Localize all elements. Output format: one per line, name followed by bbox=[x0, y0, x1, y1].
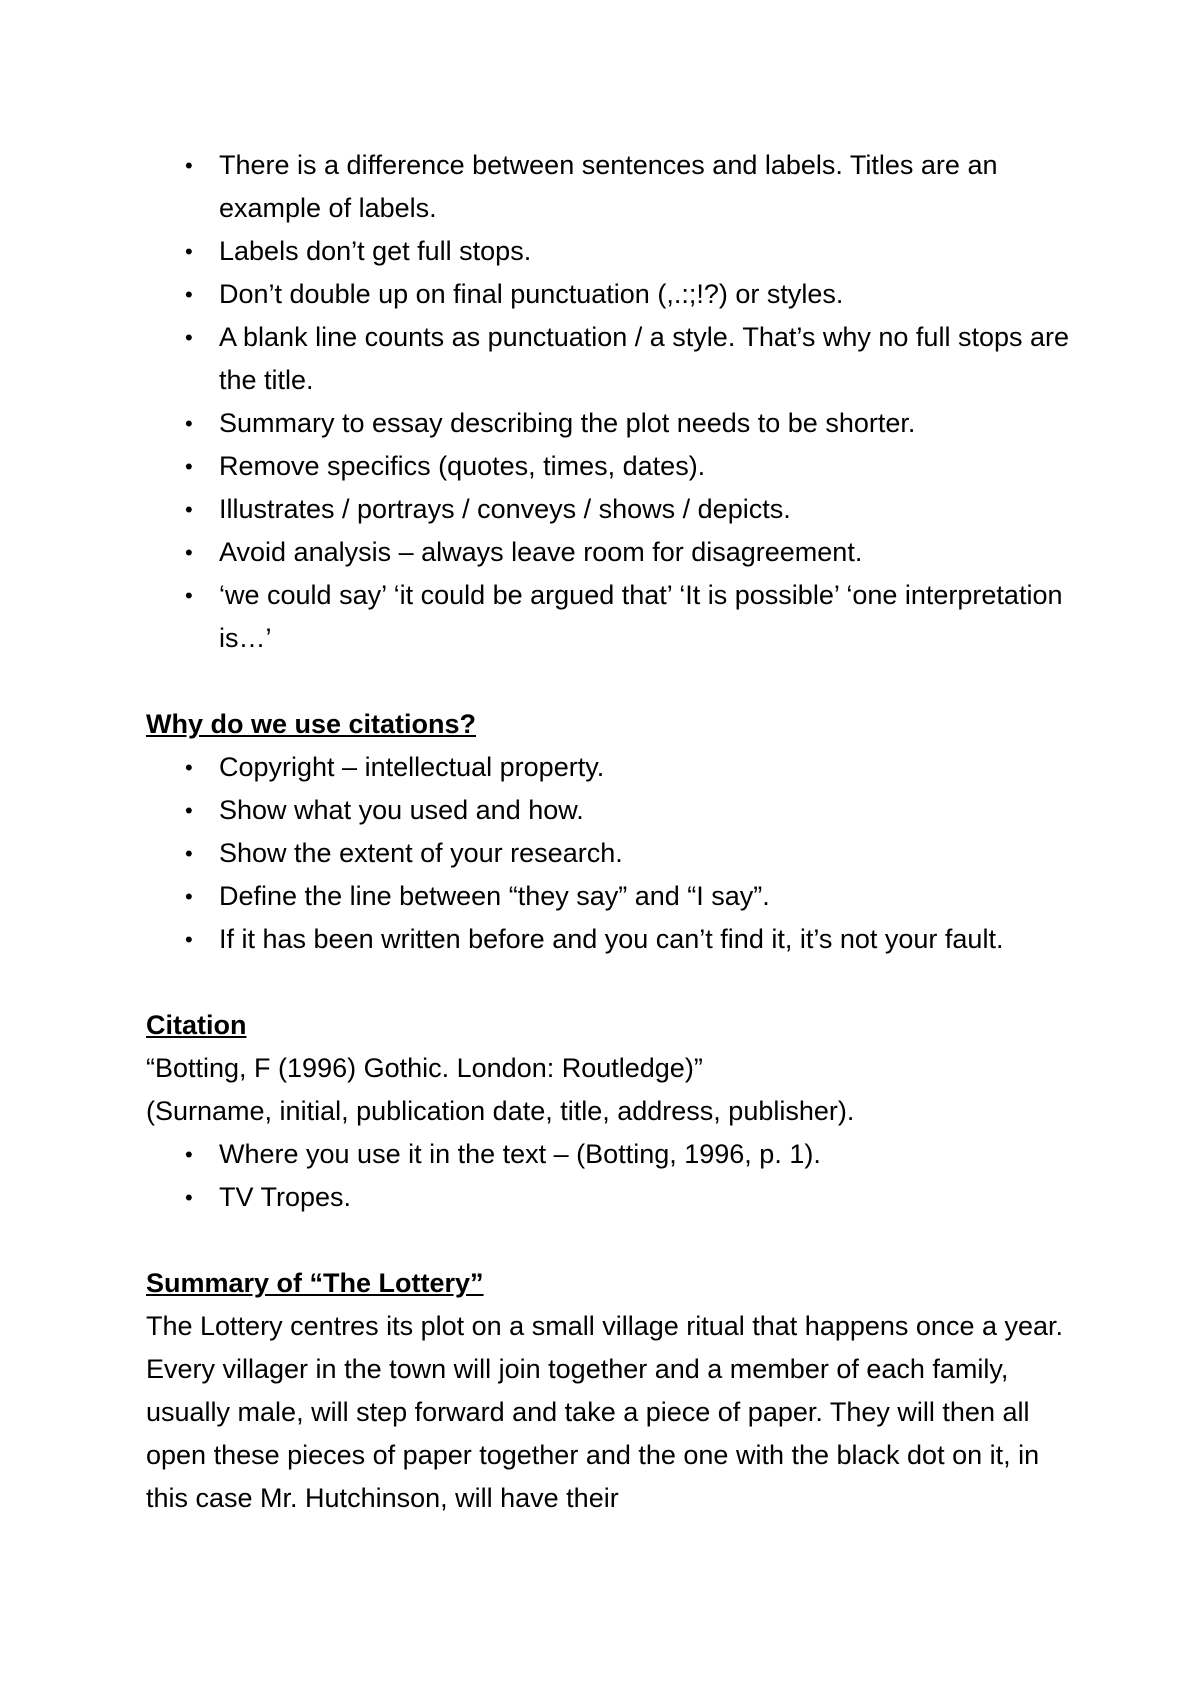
list-item: • Show the extent of your research. bbox=[146, 832, 1076, 875]
list-item: • Illustrates / portrays / conveys / shows / depicts. bbox=[146, 488, 1076, 531]
summary-heading: Summary of “The Lottery” bbox=[146, 1268, 484, 1298]
list-item: • Summary to essay describing the plot needs to be shorter. bbox=[146, 402, 1076, 445]
list-item: • Labels don’t get full stops. bbox=[146, 230, 1076, 273]
list-item: • Where you use it in the text – (Botting, 1996, p. 1). bbox=[146, 1133, 1076, 1176]
bullet-icon: • bbox=[185, 927, 193, 952]
list-item: • If it has been written before and you can’t find it, it’s not your fault. bbox=[146, 918, 1076, 961]
bullet-icon: • bbox=[185, 497, 193, 522]
list-item: • Show what you used and how. bbox=[146, 789, 1076, 832]
intro-bullet-list bbox=[146, 144, 1076, 660]
bullet-icon: • bbox=[185, 841, 193, 866]
list-item: • Remove specifics (quotes, times, dates). bbox=[146, 445, 1076, 488]
list-item: • There is a difference between sentences and labels. Titles are an example of labels. bbox=[146, 144, 1076, 230]
bullet-icon: • bbox=[185, 239, 193, 264]
list-item: • TV Tropes. bbox=[146, 1176, 1076, 1219]
citation-heading: Citation bbox=[146, 1010, 247, 1040]
spacer bbox=[146, 961, 1076, 1004]
bullet-icon: • bbox=[185, 325, 193, 350]
list-item: • Define the line between “they say” and “I say”. bbox=[146, 875, 1076, 918]
bullet-icon: • bbox=[185, 755, 193, 780]
bullet-icon: • bbox=[185, 153, 193, 178]
citation-example: “Botting, F (1996) Gothic. London: Routledge)” bbox=[146, 1053, 703, 1083]
bullet-icon: • bbox=[185, 540, 193, 565]
citation-bullet-list bbox=[146, 1133, 1076, 1219]
list-item: • ‘we could say’ ‘it could be argued that’ ‘It is possible’ ‘one interpretation is…’ bbox=[146, 574, 1076, 660]
list-item: • A blank line counts as punctuation / a style. That’s why no full stops are the title. bbox=[146, 316, 1076, 402]
spacer bbox=[146, 660, 1076, 703]
summary-body: The Lottery centres its plot on a small village ritual that happens once a year. Every villager in the town will join together and a member of each family, usually male, will step forward and take a piece of paper. They will then all open these pieces of paper together and the one with the black dot on it, in this case Mr. Hutchinson, will have their bbox=[146, 1311, 1064, 1513]
list-item: • Copyright – intellectual property. bbox=[146, 746, 1076, 789]
bullet-icon: • bbox=[185, 411, 193, 436]
document-page bbox=[146, 144, 1076, 1520]
bullet-icon: • bbox=[185, 454, 193, 479]
spacer bbox=[146, 1219, 1076, 1262]
bullet-icon: • bbox=[185, 1142, 193, 1167]
list-item: • Don’t double up on final punctuation (,.:;!?) or styles. bbox=[146, 273, 1076, 316]
citations-heading: Why do we use citations? bbox=[146, 709, 477, 739]
bullet-icon: • bbox=[185, 884, 193, 909]
bullet-icon: • bbox=[185, 798, 193, 823]
bullet-icon: • bbox=[185, 282, 193, 307]
citation-format: (Surname, initial, publication date, title, address, publisher). bbox=[146, 1096, 855, 1126]
list-item: • Avoid analysis – always leave room for disagreement. bbox=[146, 531, 1076, 574]
bullet-icon: • bbox=[185, 1185, 193, 1210]
bullet-icon: • bbox=[185, 583, 193, 608]
citations-bullet-list bbox=[146, 746, 1076, 961]
